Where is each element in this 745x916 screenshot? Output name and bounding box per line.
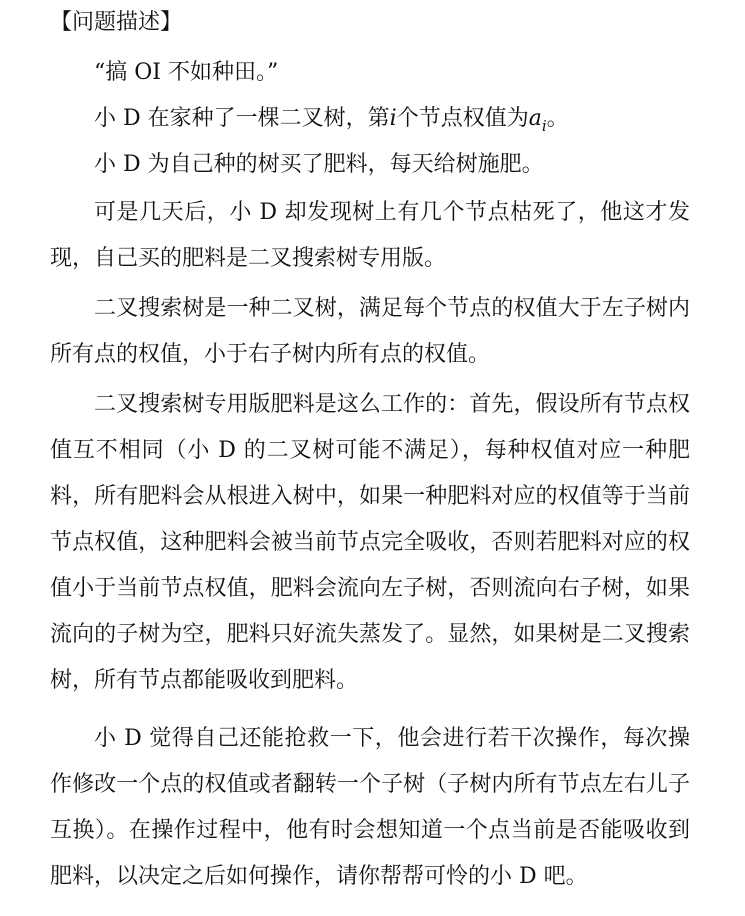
intro-text-2: 个节点权值为 [396, 106, 529, 131]
variable-i: i [389, 106, 397, 131]
intro-text-3: 。 [546, 106, 569, 131]
paragraph-bst-definition: 二叉搜索树是一种二叉树，满足每个节点的权值大于左子树内所有点的权值，小于右子树内所有点的权值。 [50, 296, 690, 367]
intro-text-1: 小 D 在家种了一棵二叉树，第 [94, 106, 390, 131]
paragraph-fertilizer: 小 D 为自己种的树买了肥料，每天给树施肥。 [94, 152, 544, 177]
paragraph-operations: 小 D 觉得自己还能抢救一下，他会进行若干次操作，每次操作修改一个点的权值或者翻转一个子树（子树内所有节点左右儿子互换）。在操作过程中，他有时会想知道一个点当前是否能吸收到肥料，以决定之后如何操作，请你帮帮可怜的小 D 吧。 [50, 726, 690, 889]
subscript-i: i [541, 117, 547, 135]
paragraph-discovery: 可是几天后，小 D 却发现树上有几个节点枯死了，他这才发现，自己买的肥料是二叉搜索树专用版。 [50, 200, 690, 271]
paragraph-fertilizer-rules: 二叉搜索树专用版肥料是这么工作的：首先，假设所有节点权值互不相同（小 D 的二叉树可能不满足），每种权值对应一种肥料，所有肥料会从根进入树中，如果一种肥料对应的权值等于当前节点权值，这种肥料会被当前节点完全吸收，否则若肥料对应的权值小于当前节点权值，肥料会流向左子树，否则流向右子树，如果流向的子树为空，肥料只好流失蒸发了。显然，如果树是二叉搜索树，所有节点都能吸收到肥料。 [50, 392, 690, 693]
variable-a: a [528, 106, 542, 131]
section-title: 【问题描述】 [50, 10, 183, 35]
paragraph-quote: “搞 OI 不如种田。” [94, 60, 279, 85]
